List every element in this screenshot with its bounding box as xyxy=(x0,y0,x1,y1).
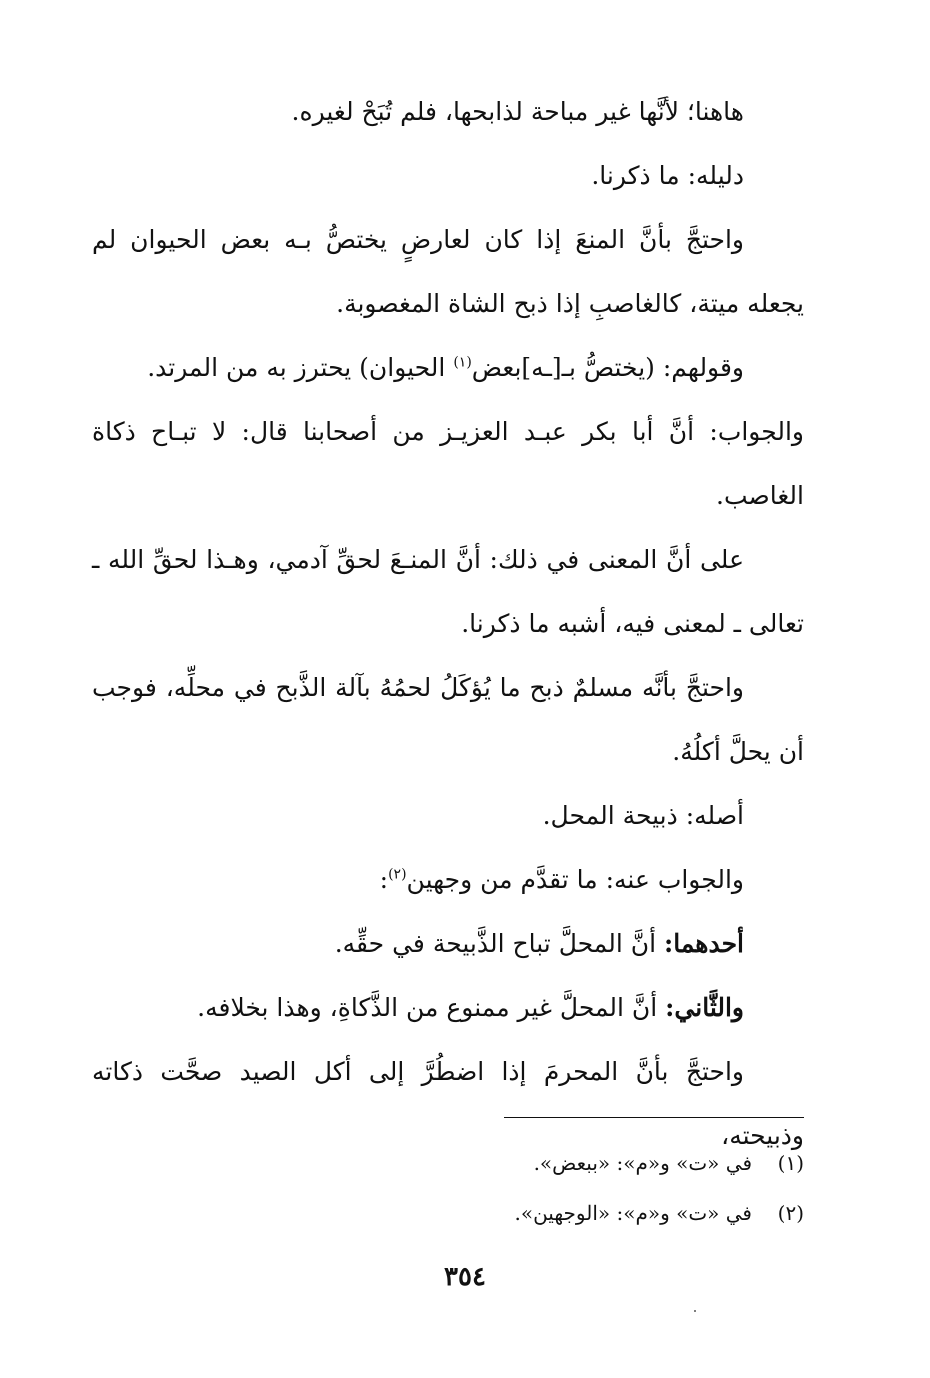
paragraph-8: أصله: ذبيحة المحل. xyxy=(542,801,744,830)
paragraph-4-text-start: وقولهم: (يختصُّ بـ[ـه]بعض xyxy=(471,353,744,382)
footnote-text: في «ت» و«م»: «الوجهين». xyxy=(514,1201,752,1225)
footnotes xyxy=(300,1138,804,1238)
scan-speck xyxy=(694,1310,696,1312)
page-number: ٣٥٤ xyxy=(444,1262,486,1292)
paragraph-1: هاهنا؛ لأنَّها غير مباحة لذابحها، فلم تُبَحْ لغيره. xyxy=(291,97,744,126)
paragraph-6: على أنَّ المعنى في ذلك: أنَّ المنـعَ لحقِّ آدمي، وهـذا لحقِّ الله ـ تعالى ـ لمعنى فيه، أشبه ما ذكرنا. xyxy=(92,545,804,638)
paragraph-4 xyxy=(92,336,804,400)
footnote-1 xyxy=(300,1138,804,1188)
paragraph-9-text-end: : xyxy=(379,865,389,894)
paragraph-11 xyxy=(92,976,804,1040)
paragraph-10-label: أحدهما: xyxy=(663,929,744,958)
footnote-2 xyxy=(300,1188,804,1238)
paragraph-4-text-end: الحيوان) يحترز به من المرتد. xyxy=(147,353,454,382)
paragraph-10 xyxy=(92,912,804,976)
paragraph-2: دليله: ما ذكرنا. xyxy=(591,161,744,190)
paragraph-7: واحتجَّ بأنَّه مسلمٌ ذبح ما يُؤكَلُ لحمُهُ بآلة الذَّبح في محلِّه، فوجب أن يحلَّ أكلُهُ. xyxy=(92,673,804,766)
footnote-ref-2[interactable]: (٢) xyxy=(388,866,407,883)
paragraph-11-label: والثَّاني: xyxy=(665,993,744,1022)
footnote-divider xyxy=(504,1117,804,1118)
footnote-number: (١) xyxy=(777,1151,804,1175)
paragraph-11-text: أنَّ المحلَّ غير ممنوع من الذَّكاةِ، وهذا بخلافه. xyxy=(197,993,666,1022)
paragraph-9 xyxy=(92,848,804,912)
footnote-text: في «ت» و«م»: «ببعض». xyxy=(533,1151,752,1175)
main-text xyxy=(92,80,804,1168)
paragraph-3: واحتجَّ بأنَّ المنعَ إذا كان لعارضٍ يختصُّ بـه بعض الحيوان لم يجعله ميتة، كالغاصبِ إذا ذبح الشاة المغصوبة. xyxy=(92,225,804,318)
paragraph-10-text: أنَّ المحلَّ تباح الذَّبيحة في حقِّه. xyxy=(334,929,664,958)
paragraph-5: والجواب: أنَّ أبا بكر عبـد العزيـز من أصحابنا قال: لا تبـاح ذكاة الغاصب. xyxy=(92,417,804,510)
footnote-ref-1[interactable]: (١) xyxy=(453,354,472,371)
paragraph-9-text-start: والجواب عنه: ما تقدَّم من وجهين xyxy=(406,865,744,894)
footnote-number: (٢) xyxy=(777,1201,804,1225)
paragraph-12: واحتجَّ بأنَّ المحرمَ إذا اضطُرَّ إلى أكل الصيد صحَّت ذكاته وذبيحته، xyxy=(92,1057,804,1150)
